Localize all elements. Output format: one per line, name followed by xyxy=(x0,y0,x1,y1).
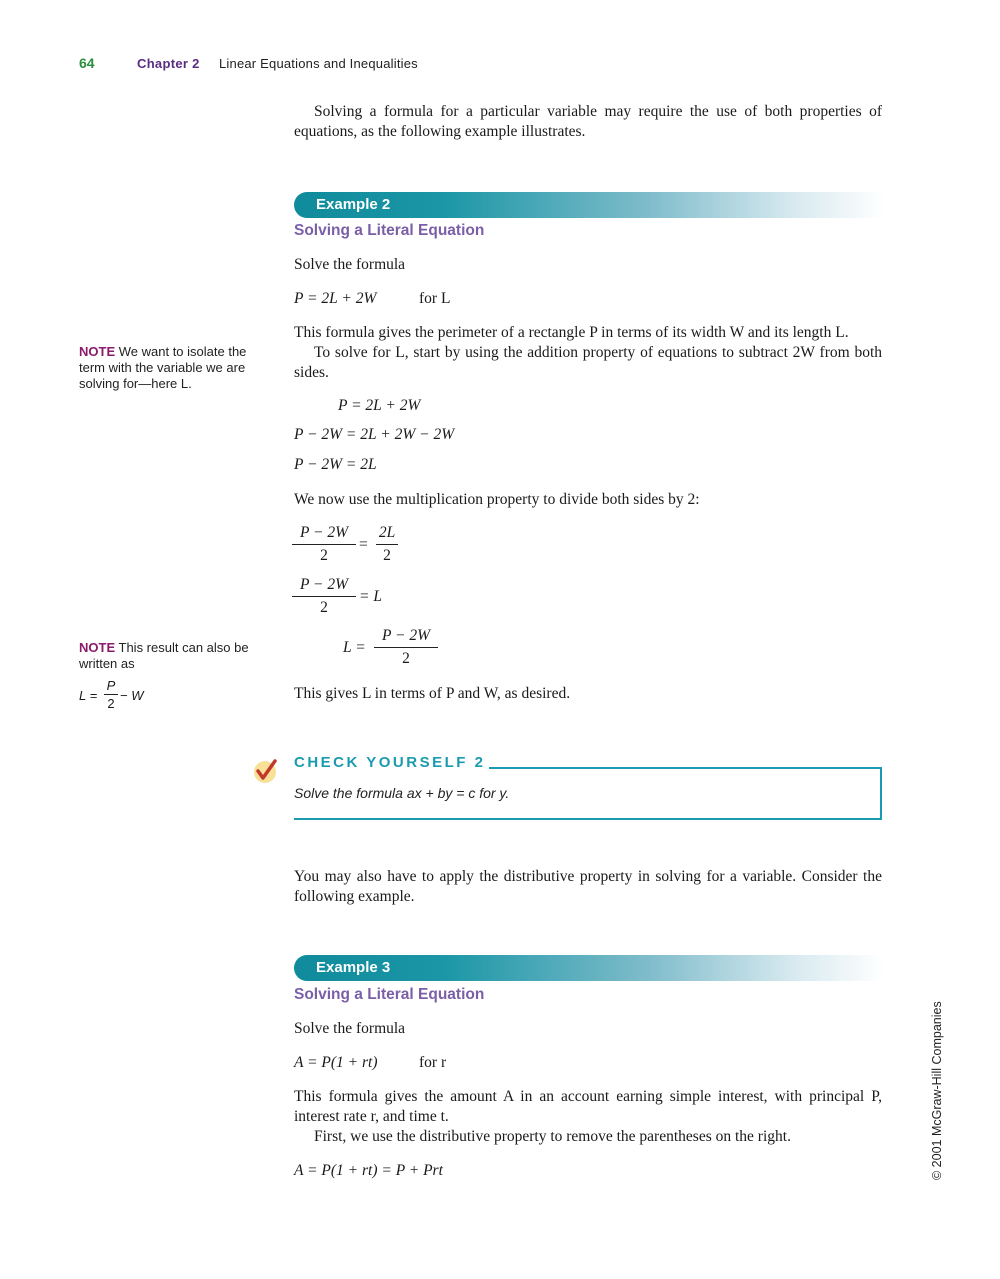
example-3-banner xyxy=(294,955,884,981)
chapter-label: Chapter 2 xyxy=(137,56,200,71)
example-2-para2: To solve for L, start by using the addition property of equations to subtract 2W from both sides. xyxy=(294,344,882,381)
fraction-bar xyxy=(374,647,438,648)
fraction-3-den: 2 xyxy=(402,650,410,667)
note-1 xyxy=(79,344,269,392)
fraction-3 xyxy=(374,627,438,668)
fraction-1-left-num: P − 2W xyxy=(299,524,349,541)
fraction-1-right-num: 2L xyxy=(378,524,396,541)
chapter-title: Linear Equations and Inequalities xyxy=(219,56,418,71)
checkmark-icon xyxy=(251,756,281,786)
note-1-label: NOTE xyxy=(79,344,116,359)
example-2-banner xyxy=(294,192,884,218)
check-yourself-text: Solve the formula ax + by = c for y. xyxy=(294,785,510,801)
note-2-fraction xyxy=(104,678,118,711)
example-3-para1: This formula gives the amount A in an account earning simple interest, with principal P, interest rate r, and time t. xyxy=(294,1088,882,1125)
fraction-3-lhs xyxy=(343,639,366,657)
note-1-text: We want to isolate the term with the variable we are solving for—here L. xyxy=(79,344,247,391)
fraction-2-rhs-text: = L xyxy=(359,588,382,605)
example-2-para1: This formula gives the perimeter of a rectangle P in terms of its width W and its length L. xyxy=(294,324,849,341)
page-number: 64 xyxy=(79,55,95,71)
note-2-formula-lhs: L = xyxy=(79,688,98,703)
fraction-bar xyxy=(376,544,398,545)
note-2-fraction-num: P xyxy=(106,678,116,693)
fraction-3-lhs-text: L = xyxy=(343,639,366,656)
fraction-1-left xyxy=(292,524,356,565)
step-1 xyxy=(338,397,420,415)
distributive-paragraph: You may also have to apply the distributive property in solving for a variable. Consider the following example. xyxy=(294,868,882,905)
example-2-formula xyxy=(294,290,376,308)
fraction-bar xyxy=(292,544,356,545)
example-3-last-formula xyxy=(294,1162,443,1180)
example-3-solve-line: Solve the formula xyxy=(294,1020,406,1037)
fraction-1-equals: = xyxy=(359,536,368,553)
fraction-2-num: P − 2W xyxy=(299,576,349,593)
check-yourself-title: CHECK YOURSELF 2 xyxy=(294,754,489,771)
example-3-subheading: Solving a Literal Equation xyxy=(294,986,485,1003)
result-line: This gives L in terms of P and W, as desired. xyxy=(294,685,571,702)
example-3-para2: First, we use the distributive property to remove the parentheses on the right. xyxy=(314,1128,791,1145)
note-2 xyxy=(79,640,269,672)
multiplication-line: We now use the multiplication property to divide both sides by 2: xyxy=(294,491,700,508)
intro-paragraph: Solving a formula for a particular variable may require the use of both properties of equations, as the following example illustrates. xyxy=(294,103,882,140)
note-2-fraction-den: 2 xyxy=(107,696,115,711)
copyright-notice: © 2001 McGraw-Hill Companies xyxy=(930,1001,944,1180)
formula-text: P = 2L + 2W xyxy=(294,290,377,307)
fraction-bar xyxy=(292,596,356,597)
step-2 xyxy=(294,426,454,444)
example-2-label: Example 2 xyxy=(316,196,391,213)
example-3-for-var: for r xyxy=(419,1054,447,1071)
example-2-for-var: for L xyxy=(419,290,451,307)
example-3-formula-text: A = P(1 + rt) xyxy=(294,1054,378,1071)
fraction-3-num: P − 2W xyxy=(381,627,431,644)
fraction-2 xyxy=(292,576,356,617)
fraction-1-left-den: 2 xyxy=(320,547,328,564)
example-3-formula xyxy=(294,1054,378,1072)
note-2-formula-rhs: − W xyxy=(120,688,144,703)
fraction-1-right-den: 2 xyxy=(383,547,391,564)
step-3-text: P − 2W = 2L xyxy=(294,456,377,473)
example-2-solve-line: Solve the formula xyxy=(294,256,406,273)
fraction-2-rhs xyxy=(359,588,382,606)
note-2-text: This result can also be written as xyxy=(79,640,249,671)
example-2-subheading: Solving a Literal Equation xyxy=(294,222,485,239)
fraction-bar xyxy=(104,694,118,695)
fraction-2-den: 2 xyxy=(320,599,328,616)
step-2-text: P − 2W = 2L + 2W − 2W xyxy=(294,426,455,443)
fraction-1-right xyxy=(376,524,398,565)
note-2-label: NOTE xyxy=(79,640,116,655)
step-3 xyxy=(294,456,377,474)
example-3-label: Example 3 xyxy=(316,959,391,976)
step-1-text: P = 2L + 2W xyxy=(338,397,421,414)
example-3-last-formula-text: A = P(1 + rt) = P + Prt xyxy=(294,1162,443,1179)
